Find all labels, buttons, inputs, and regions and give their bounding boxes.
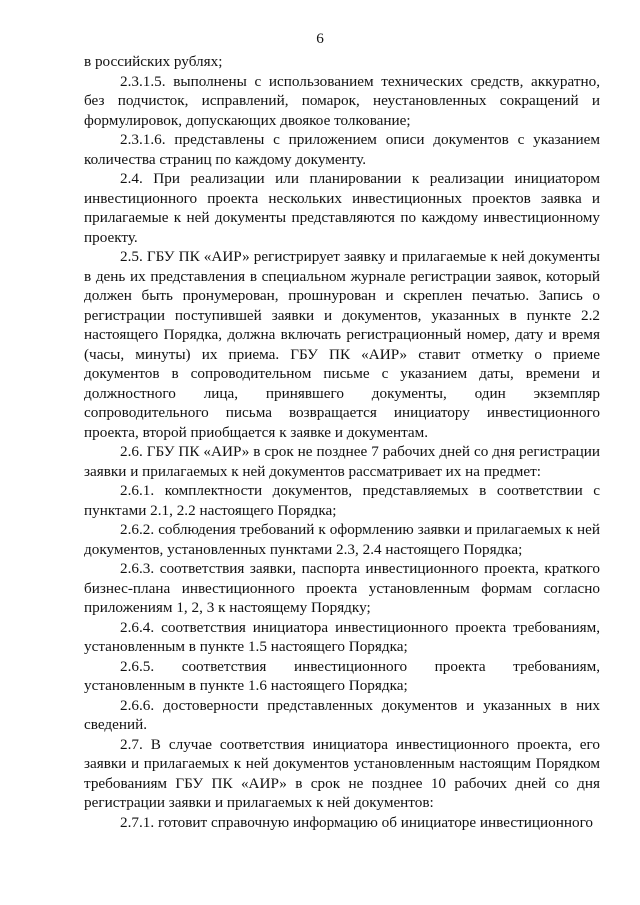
paragraph-2-6-1: 2.6.1. комплектности документов, представляемых в соответствии с пунктами 2.1, 2.2 настоящего Порядка;	[84, 482, 600, 519]
paragraph-2-7-1: 2.7.1. готовит справочную информацию об инициаторе инвестиционного	[120, 813, 594, 831]
paragraph-2-4: 2.4. При реализации или планировании к реализации инициатором инвестиционного проекта нескольких инвестиционных проектов заявка и прилагаемые к ней документы представляются по каждому инвестиционному проекту.	[84, 170, 600, 246]
paragraph-2-6-2: 2.6.2. соблюдения требований к оформлению заявки и прилагаемых к ней документов, установленных пунктами 2.3, 2.4 настоящего Порядка;	[84, 521, 600, 558]
paragraph-2-6-5: 2.6.5. соответствия инвестиционного проекта требованиям, установленным в пункте 1.6 настоящего Порядка;	[84, 657, 600, 694]
paragraph-2-3-1-5: 2.3.1.5. выполнены с использованием технических средств, аккуратно, без подчисток, исправлений, помарок, неустановленных сокращений и формулировок, допускающих двоякое толкование;	[84, 72, 600, 129]
paragraph-2-6-3: 2.6.3. соответствия заявки, паспорта инвестиционного проекта, краткого бизнес-плана инвестиционного проекта установленным формам согласно приложениям 1, 2, 3 к настоящему Порядку;	[84, 560, 600, 616]
paragraph-2-6: 2.6. ГБУ ПК «АИР» в срок не позднее 7 рабочих дней со дня регистрации заявки и прилагаемых к ней документов рассматривает их на предмет:	[84, 443, 600, 480]
paragraph-2-6-4: 2.6.4. соответствия инициатора инвестиционного проекта требованиям, установленным в пункте 1.5 настоящего Порядка;	[84, 618, 600, 655]
page-number: 6	[316, 30, 324, 47]
paragraph-2-6-6: 2.6.6. достоверности представленных документов и указанных в них сведений.	[84, 696, 600, 733]
paragraph-2-7: 2.7. В случае соответствия инициатора инвестиционного проекта, его заявки и прилагаемых к ней документов установленным настоящим Порядком требованиям ГБУ ПК «АИР» в срок не позднее 10 рабочих дней со дня регистрации заявки и прилагаемых к ней документов:	[84, 735, 600, 811]
document-body	[84, 52, 600, 832]
paragraph-2-5: 2.5. ГБУ ПК «АИР» регистрирует заявку и прилагаемые к ней документы в день их представления в специальном журнале регистрации заявок, который должен быть пронумерован, прошнурован и скреплен печатью. Запись о регистрации поступившей заявки и документов, указанных в пункте 2.2 настоящего Порядка, должна включать регистрационный номер, дату и время (часы, минуты) их приема. ГБУ ПК «АИР» ставит отметку о приеме документов в сопроводительном письме с указанием даты, времени и должностного лица, принявшего документы, один экземпляр сопроводительного письма возвращается инициатору инвестиционного проекта, второй приобщается к заявке и документам.	[84, 248, 600, 441]
paragraph-continuation: в российских рублях;	[84, 53, 223, 70]
paragraph-2-3-1-6: 2.3.1.6. представлены с приложением описи документов с указанием количества страниц по каждому документу.	[84, 131, 600, 168]
